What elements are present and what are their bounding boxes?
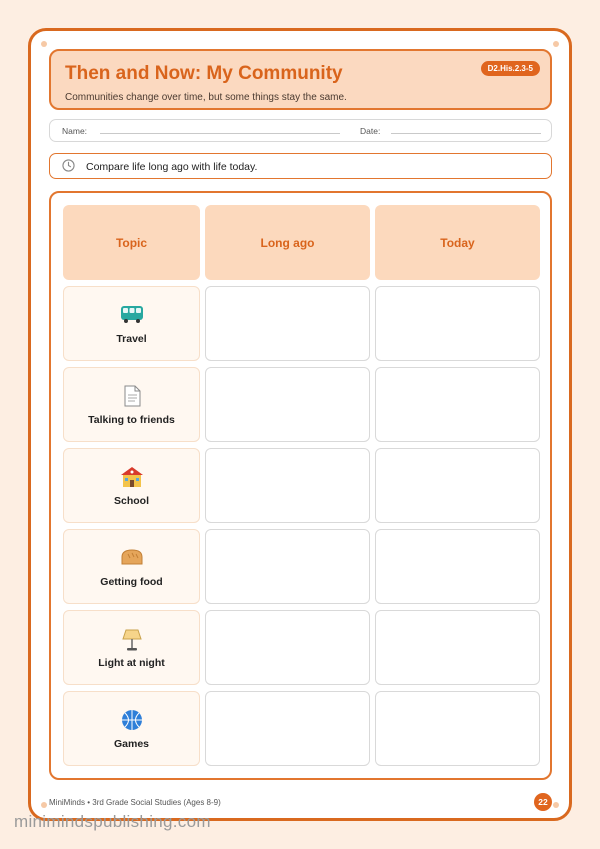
answer-long-ago-travel[interactable] <box>205 286 370 361</box>
date-label: Date: <box>360 126 381 136</box>
topic-label: Light at night <box>98 657 165 669</box>
answer-today-light[interactable] <box>375 610 540 685</box>
topic-label: Getting food <box>100 576 163 588</box>
school-icon <box>64 466 199 488</box>
corner-dot <box>553 41 559 47</box>
watermark: minimindspublishing.com <box>14 812 211 831</box>
header-topic: Topic <box>63 205 200 280</box>
corner-dot <box>41 802 47 808</box>
answer-today-school[interactable] <box>375 448 540 523</box>
page-title: Then and Now: My Community <box>65 63 343 84</box>
header-today: Today <box>375 205 540 280</box>
answer-today-games[interactable] <box>375 691 540 766</box>
standard-code-badge: D2.His.2.3-5 <box>481 61 540 76</box>
answer-long-ago-light[interactable] <box>205 610 370 685</box>
page-icon <box>64 385 199 407</box>
topic-label: Travel <box>116 333 147 345</box>
page-subtitle: Communities change over time, but some things stay the same. <box>65 92 347 103</box>
instruction-text: Compare life long ago with life today. <box>86 161 258 173</box>
ball-icon <box>64 709 199 731</box>
lamp-icon <box>64 628 199 652</box>
comparison-table <box>49 191 552 780</box>
answer-today-talking[interactable] <box>375 367 540 442</box>
topic-games <box>63 691 200 766</box>
clock-icon <box>62 159 75 177</box>
topic-label: School <box>113 495 149 507</box>
topic-travel <box>63 286 200 361</box>
answer-long-ago-talking[interactable] <box>205 367 370 442</box>
page-number: 22 <box>534 793 552 811</box>
corner-dot <box>553 802 559 808</box>
topic-school <box>63 448 200 523</box>
topic-talking-to-friends <box>63 367 200 442</box>
topic-getting-food <box>63 529 200 604</box>
worksheet-page <box>28 28 572 821</box>
topic-label: Games <box>113 738 150 750</box>
corner-dot <box>41 41 47 47</box>
answer-long-ago-food[interactable] <box>205 529 370 604</box>
instruction-box <box>49 153 552 179</box>
header-long-ago: Long ago <box>205 205 370 280</box>
topic-label: Talking to friends <box>88 414 175 426</box>
answer-today-food[interactable] <box>375 529 540 604</box>
name-date-row <box>49 119 552 142</box>
name-field[interactable] <box>100 133 340 134</box>
answer-long-ago-school[interactable] <box>205 448 370 523</box>
answer-long-ago-games[interactable] <box>205 691 370 766</box>
bread-icon <box>64 547 199 567</box>
topic-light-at-night <box>63 610 200 685</box>
answer-today-travel[interactable] <box>375 286 540 361</box>
footer-text: MiniMinds • 3rd Grade Social Studies (Ages 8-9) <box>49 798 221 807</box>
title-banner <box>49 49 552 110</box>
date-field[interactable] <box>391 133 541 134</box>
name-label: Name: <box>62 126 88 136</box>
bus-icon <box>64 304 199 324</box>
